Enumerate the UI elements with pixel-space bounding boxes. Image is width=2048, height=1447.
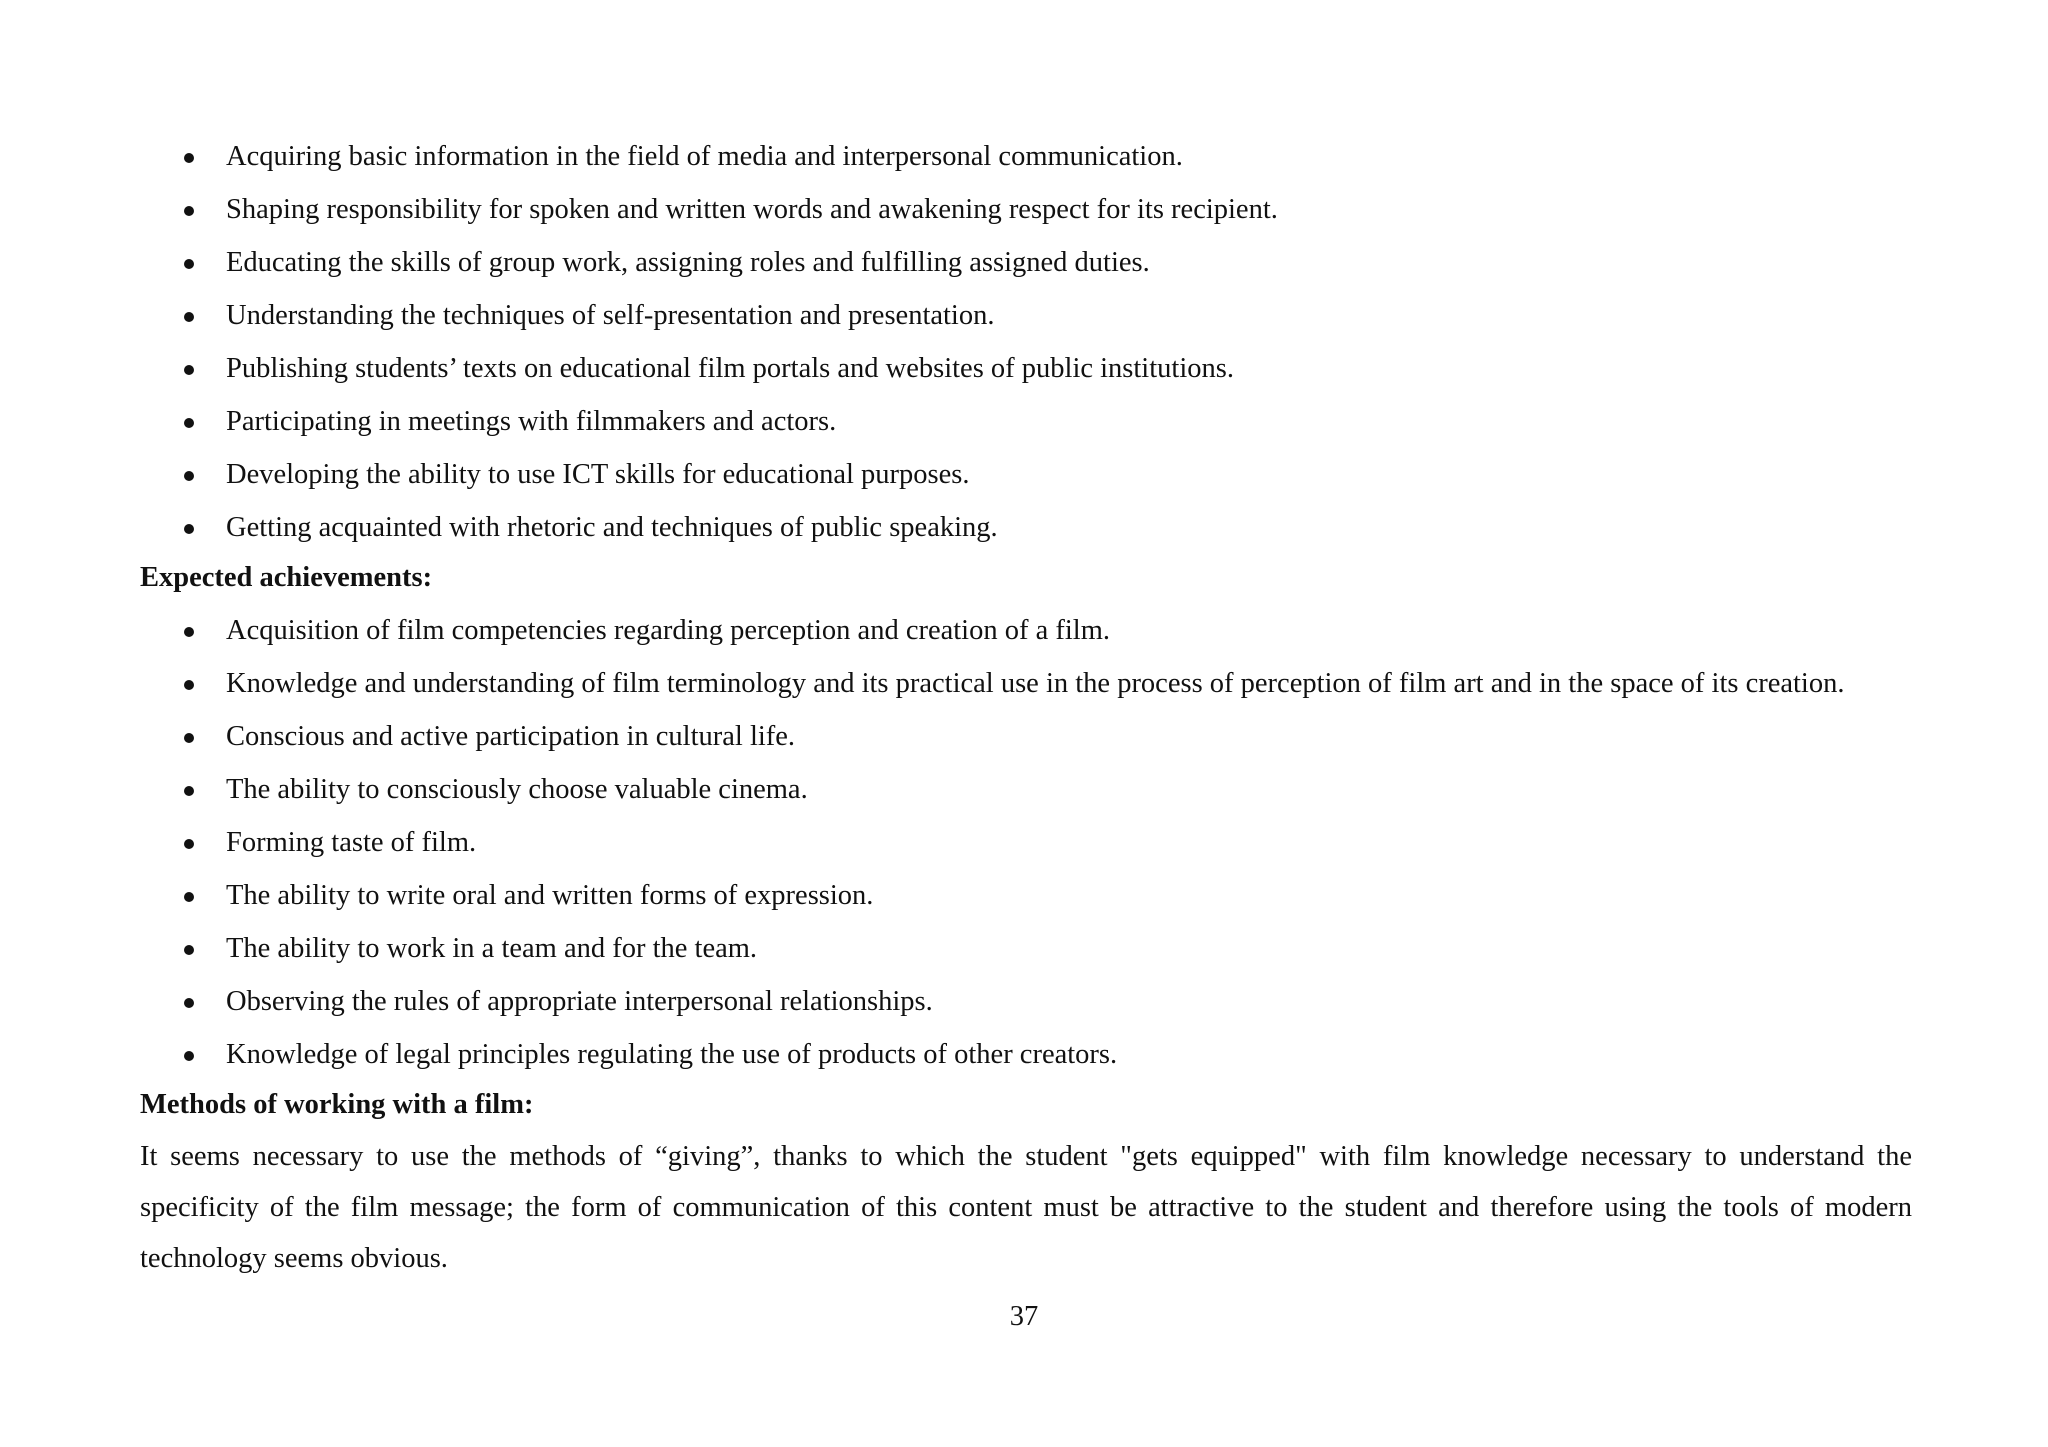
list-item-text: Shaping responsibility for spoken and written words and awakening respect for its recipient. [226, 194, 1278, 225]
bullet-icon [184, 627, 194, 637]
list-item-text: The ability to work in a team and for the team. [226, 933, 758, 964]
bullet-icon [184, 418, 194, 428]
bullet-icon [184, 1051, 194, 1061]
list-item-text: Knowledge of legal principles regulating the use of products of other creators. [226, 1039, 1118, 1070]
bullet-icon [184, 945, 194, 955]
bullet-icon [184, 733, 194, 743]
list-item-text: Getting acquainted with rhetoric and techniques of public speaking. [226, 512, 998, 543]
list-item-text: Observing the rules of appropriate interpersonal relationships. [226, 986, 933, 1017]
list-item-text: Acquisition of film competencies regarding perception and creation of a film. [226, 615, 1110, 646]
list-item-text: Forming taste of film. [226, 827, 477, 858]
list-item-text: Conscious and active participation in cultural life. [226, 721, 796, 752]
methods-heading: Methods of working with a film: [140, 1089, 534, 1120]
methods-paragraph: It seems necessary to use the methods of “giving”, thanks to which the student "gets equipped" with film knowledge necessary to understand the specificity of the film message; the form of communication of this content must be attractive to the student and therefore using the tools of modern technology seems obvious. [140, 1141, 1912, 1274]
bullet-icon [184, 312, 194, 322]
list-item-text: Educating the skills of group work, assigning roles and fulfilling assigned duties. [226, 247, 1150, 278]
bullet-icon [184, 998, 194, 1008]
expected-achievements-heading: Expected achievements: [140, 562, 433, 593]
bullet-icon [184, 206, 194, 216]
bullet-icon [184, 365, 194, 375]
list-item-text: Acquiring basic information in the field of media and interpersonal communication. [226, 141, 1183, 172]
list-item-text: Understanding the techniques of self-presentation and presentation. [226, 300, 995, 331]
page-number: 37 [1009, 1301, 1039, 1332]
list-item-text: Publishing students’ texts on educational film portals and websites of public institutions. [226, 353, 1234, 384]
list-item-text: Knowledge and understanding of film terminology and its practical use in the process of perception of film art and in the space of its creation. [226, 668, 1845, 699]
list-item-text: The ability to write oral and written forms of expression. [226, 880, 874, 911]
list-item-text: The ability to consciously choose valuable cinema. [226, 774, 808, 805]
list-item-text: Developing the ability to use ICT skills for educational purposes. [226, 459, 970, 490]
bullet-icon [184, 680, 194, 690]
bullet-icon [184, 892, 194, 902]
bullet-icon [184, 259, 194, 269]
bullet-icon [184, 524, 194, 534]
bullet-icon [184, 153, 194, 163]
bullet-icon [184, 839, 194, 849]
list-item-text: Participating in meetings with filmmakers and actors. [226, 406, 837, 437]
bullet-icon [184, 471, 194, 481]
bullet-icon [184, 786, 194, 796]
